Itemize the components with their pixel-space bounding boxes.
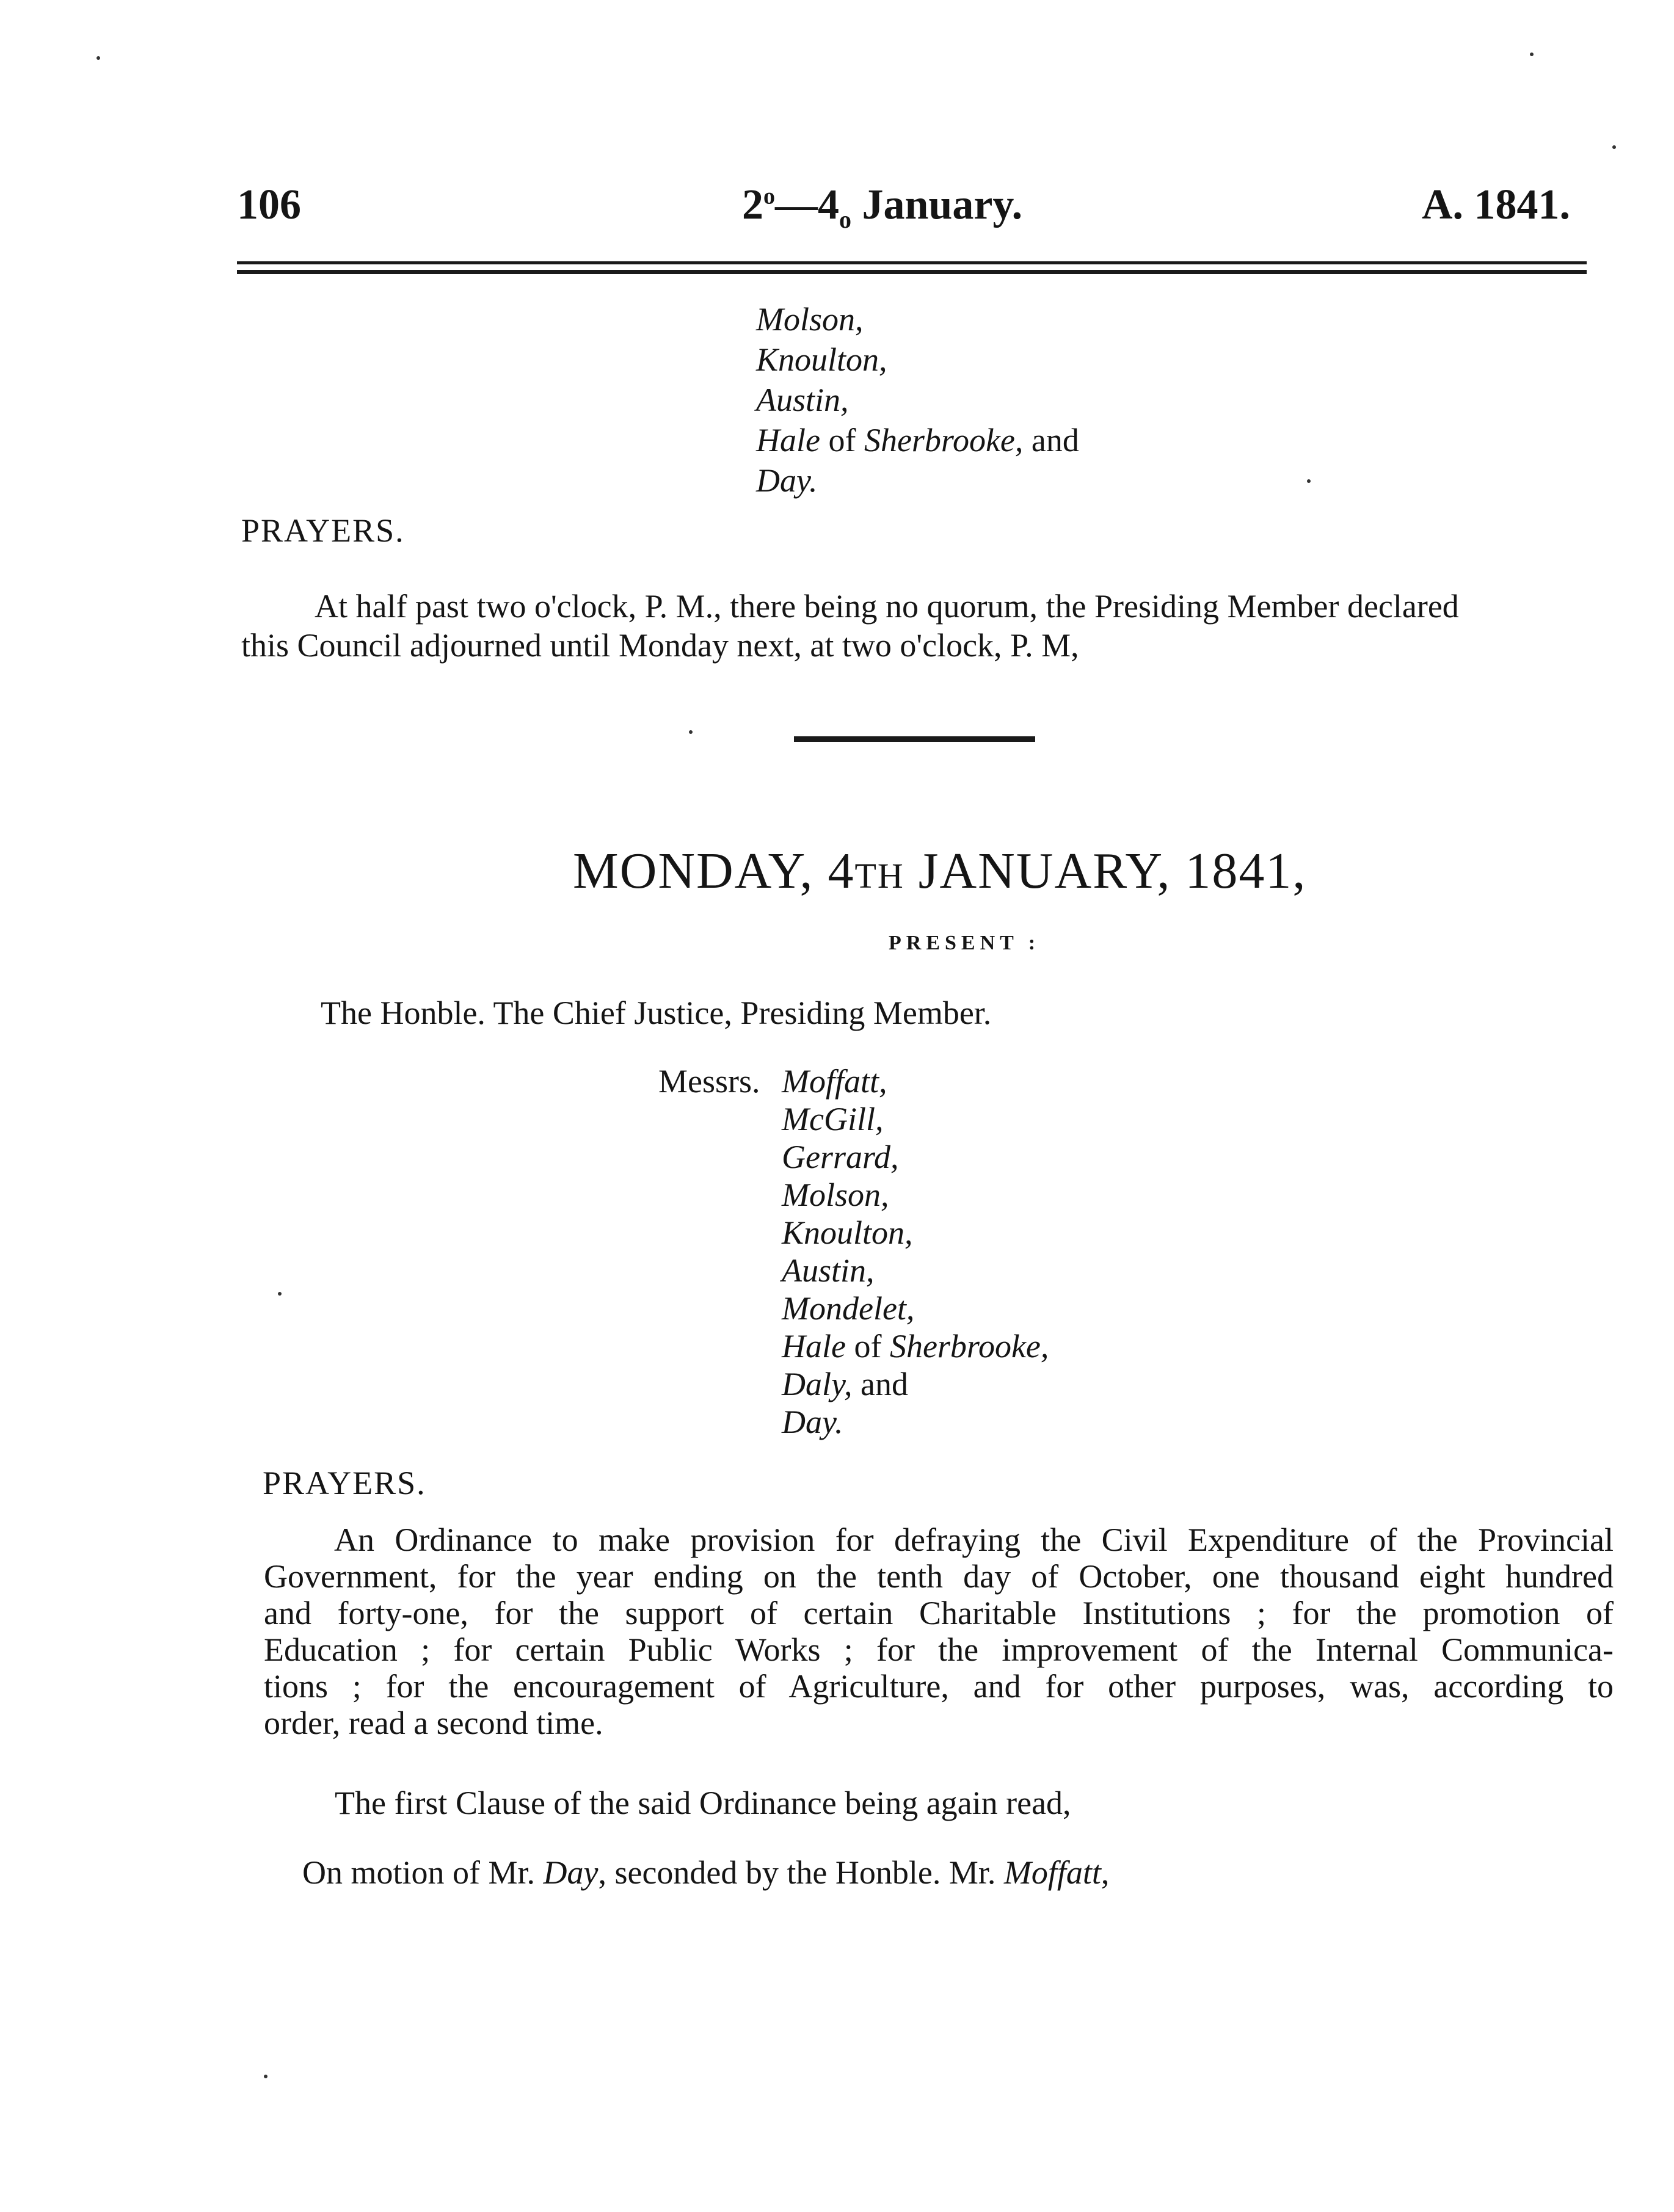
running-head-year: A. 1841. bbox=[1422, 181, 1571, 228]
member-hale-place: Sherbrooke, bbox=[889, 1328, 1049, 1365]
presiding-member: The Honble. The Chief Justice, Presiding Member. bbox=[321, 995, 992, 1031]
messrs-prefix: Messrs. bbox=[658, 1063, 760, 1100]
page-number: 106 bbox=[237, 181, 301, 228]
motion-mover: Day bbox=[543, 1854, 599, 1891]
scan-speck bbox=[689, 730, 693, 734]
running-head-date bbox=[742, 181, 1022, 234]
member-name: Gerrard, bbox=[782, 1139, 899, 1175]
member-hale: Hale bbox=[756, 422, 820, 459]
motion-text bbox=[302, 1854, 1109, 1891]
ordinance-line: order, read a second time. bbox=[264, 1705, 603, 1741]
ordinance-paragraph bbox=[264, 1521, 1614, 1741]
motion-post: , bbox=[1101, 1854, 1110, 1891]
member-hale-of: of bbox=[820, 422, 864, 459]
date-sub: o bbox=[839, 206, 851, 233]
member-name: Molson, bbox=[756, 301, 864, 338]
prayers-heading: PRAYERS. bbox=[263, 1465, 426, 1501]
member-and: and bbox=[852, 1366, 908, 1402]
first-clause-text: The first Clause of the said Ordinance being again read, bbox=[335, 1785, 1071, 1821]
member-name: Mondelet, bbox=[782, 1290, 915, 1327]
prayers-heading: PRAYERS. bbox=[241, 512, 405, 549]
motion-seconder: Moffatt bbox=[1003, 1854, 1101, 1891]
members-present-list bbox=[782, 1062, 1049, 1441]
member-daly-line bbox=[782, 1365, 1049, 1403]
member-name: Knoulton, bbox=[782, 1214, 913, 1251]
scan-speck bbox=[1612, 145, 1616, 149]
member-name: Day. bbox=[782, 1404, 843, 1440]
scan-speck bbox=[1307, 479, 1311, 483]
members-list-continued bbox=[756, 299, 1079, 501]
day-heading-post: JANUARY, 1841, bbox=[904, 843, 1307, 899]
member-hale-line bbox=[756, 420, 1079, 460]
header-rule-bottom bbox=[237, 270, 1587, 274]
motion-mid: , seconded by the Honble. Mr. bbox=[598, 1854, 1004, 1891]
date-month: January. bbox=[851, 181, 1023, 228]
date-degree: o bbox=[763, 183, 775, 209]
date-prefix: 2 bbox=[742, 181, 763, 228]
member-name: Moffatt, bbox=[782, 1063, 887, 1100]
member-and: and bbox=[1023, 422, 1079, 459]
ordinance-line: An Ordinance to make provision for defraying the Civil Expenditure of the Provincial bbox=[334, 1521, 1614, 1558]
member-name: Austin, bbox=[782, 1252, 875, 1289]
day-heading bbox=[573, 841, 1306, 901]
ordinance-line: Education ; for certain Public Works ; for the improvement of the Internal Communica- bbox=[264, 1631, 1614, 1668]
member-name: Austin, bbox=[756, 382, 849, 418]
member-name: Day. bbox=[756, 462, 818, 499]
ordinance-line: Government, for the year ending on the tenth day of October, one thousand eight hundred bbox=[264, 1558, 1614, 1595]
member-hale-line bbox=[782, 1327, 1049, 1365]
member-hale-of: of bbox=[845, 1328, 890, 1365]
ordinance-line: and forty-one, for the support of certain Charitable Institutions ; for the promotion of bbox=[264, 1595, 1614, 1631]
present-label: PRESENT : bbox=[889, 932, 1041, 954]
motion-pre: On motion of Mr. bbox=[302, 1854, 544, 1891]
member-hale: Hale bbox=[782, 1328, 846, 1365]
scan-speck bbox=[96, 56, 100, 60]
member-name: Knoulton, bbox=[756, 341, 887, 378]
scan-speck bbox=[264, 2075, 267, 2078]
section-divider bbox=[794, 736, 1035, 742]
header-rule-top bbox=[237, 261, 1587, 264]
adjournment-line-1: At half past two o'clock, P. M., there being no quorum, the Presiding Member declared bbox=[315, 588, 1459, 625]
scan-speck bbox=[278, 1292, 282, 1296]
scan-speck bbox=[1530, 53, 1534, 56]
member-name: Molson, bbox=[782, 1177, 889, 1213]
date-dash: —4 bbox=[775, 181, 839, 228]
day-heading-ordinal: TH bbox=[854, 856, 904, 896]
member-daly: Daly, bbox=[782, 1366, 853, 1402]
member-hale-place: Sherbrooke, bbox=[864, 422, 1024, 459]
adjournment-line-2: this Council adjourned until Monday next, at two o'clock, P. M, bbox=[241, 627, 1079, 664]
day-heading-pre: MONDAY, 4 bbox=[573, 843, 855, 899]
member-name: McGill, bbox=[782, 1101, 884, 1137]
ordinance-line: tions ; for the encouragement of Agriculture, and for other purposes, was, according to bbox=[264, 1668, 1614, 1705]
